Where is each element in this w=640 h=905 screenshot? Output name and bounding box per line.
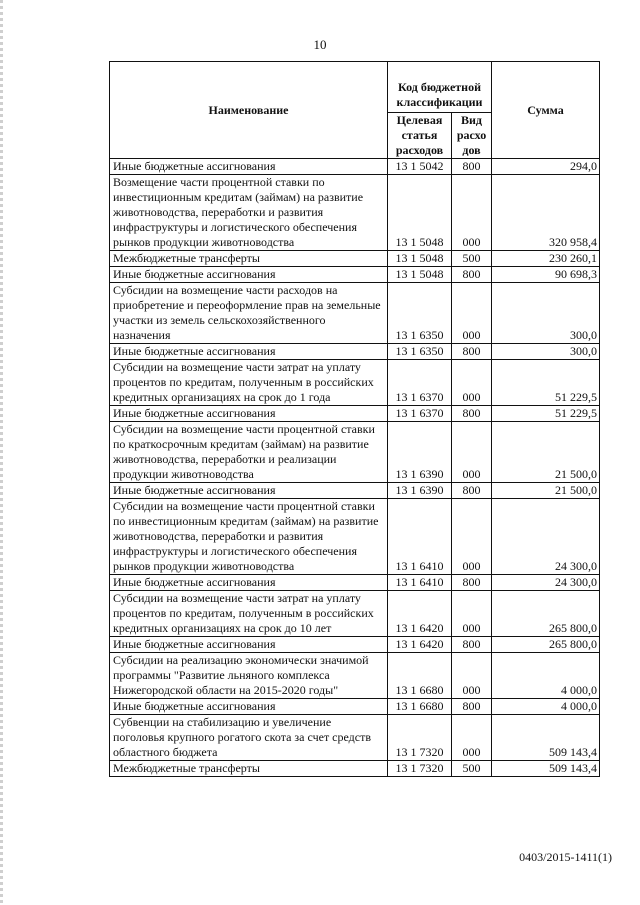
row-sum: 320 958,4 [492, 175, 600, 251]
row-target-article: 13 1 6350 [388, 344, 452, 360]
row-expense-kind: 000 [452, 283, 492, 344]
row-name: Субсидии на возмещение части затрат на уплату процентов по кредитам, полученным в российских кредитных организациях на срок до 10 лет [110, 591, 388, 637]
row-name: Субсидии на возмещение части затрат на уплату процентов по кредитам, полученным в российских кредитных организациях на срок до 1 года [110, 360, 388, 406]
row-name: Иные бюджетные ассигнования [110, 344, 388, 360]
row-sum: 4 000,0 [492, 699, 600, 715]
row-target-article: 13 1 6420 [388, 591, 452, 637]
row-name: Иные бюджетные ассигнования [110, 699, 388, 715]
row-target-article: 13 1 5048 [388, 175, 452, 251]
header-code-group: Код бюджетной классификации [388, 62, 492, 113]
row-expense-kind: 000 [452, 499, 492, 575]
table-row [110, 283, 600, 344]
row-name: Субсидии на возмещение части процентной ставки по инвестиционным кредитам (займам) на развитие животноводства, переработки и развития инфраструктуры и логистического обеспечения рынков продукции животноводства [110, 499, 388, 575]
row-name: Иные бюджетные ассигнования [110, 575, 388, 591]
header-sum: Сумма [492, 62, 600, 159]
row-sum: 265 800,0 [492, 637, 600, 653]
table-row [110, 653, 600, 699]
scan-edge [0, 0, 3, 905]
row-target-article: 13 1 6370 [388, 360, 452, 406]
budget-table [109, 61, 600, 777]
row-target-article: 13 1 6370 [388, 406, 452, 422]
row-expense-kind: 000 [452, 175, 492, 251]
row-sum: 21 500,0 [492, 483, 600, 499]
row-target-article: 13 1 6390 [388, 422, 452, 483]
row-expense-kind: 000 [452, 715, 492, 761]
row-expense-kind: 800 [452, 344, 492, 360]
row-target-article: 13 1 5048 [388, 267, 452, 283]
row-name: Субсидии на реализацию экономически значимой программы "Развитие льняного комплекса Нижегородской области на 2015-2020 годы" [110, 653, 388, 699]
row-name: Субвенции на стабилизацию и увеличение поголовья крупного рогатого скота за счет средств областного бюджета [110, 715, 388, 761]
row-expense-kind: 800 [452, 575, 492, 591]
row-target-article: 13 1 7320 [388, 761, 452, 777]
page-number: 10 [313, 37, 327, 52]
table-row [110, 483, 600, 499]
table-row [110, 637, 600, 653]
row-target-article: 13 1 6350 [388, 283, 452, 344]
row-sum: 509 143,4 [492, 715, 600, 761]
row-target-article: 13 1 6390 [388, 483, 452, 499]
row-target-article: 13 1 6410 [388, 499, 452, 575]
row-expense-kind: 500 [452, 251, 492, 267]
row-sum: 51 229,5 [492, 360, 600, 406]
row-sum: 230 260,1 [492, 251, 600, 267]
header-target-article: Целевая статья расходов [388, 113, 452, 159]
row-target-article: 13 1 6680 [388, 653, 452, 699]
row-name: Субсидии на возмещение части процентной ставки по краткосрочным кредитам (займам) на развитие животноводства, переработки и реализации продукции животноводства [110, 422, 388, 483]
header-row-top [110, 62, 600, 113]
row-name: Иные бюджетные ассигнования [110, 159, 388, 175]
row-name: Иные бюджетные ассигнования [110, 406, 388, 422]
table-row [110, 422, 600, 483]
row-name: Иные бюджетные ассигнования [110, 267, 388, 283]
header-expense-kind: Вид расхо дов [452, 113, 492, 159]
row-expense-kind: 800 [452, 159, 492, 175]
row-name: Межбюджетные трансферты [110, 251, 388, 267]
table-row [110, 360, 600, 406]
row-sum: 300,0 [492, 344, 600, 360]
table-row [110, 251, 600, 267]
row-name: Иные бюджетные ассигнования [110, 637, 388, 653]
row-name: Иные бюджетные ассигнования [110, 483, 388, 499]
row-sum: 24 300,0 [492, 575, 600, 591]
row-expense-kind: 800 [452, 267, 492, 283]
row-sum: 294,0 [492, 159, 600, 175]
row-sum: 300,0 [492, 283, 600, 344]
row-sum: 4 000,0 [492, 653, 600, 699]
row-expense-kind: 000 [452, 653, 492, 699]
row-name: Межбюджетные трансферты [110, 761, 388, 777]
row-name: Субсидии на возмещение части расходов на приобретение и переоформление прав на земельные участки из земель сельскохозяйственного назначения [110, 283, 388, 344]
table-row [110, 406, 600, 422]
row-sum: 51 229,5 [492, 406, 600, 422]
row-target-article: 13 1 7320 [388, 715, 452, 761]
table-row [110, 267, 600, 283]
row-target-article: 13 1 5042 [388, 159, 452, 175]
table-row [110, 344, 600, 360]
table-row [110, 699, 600, 715]
table-row [110, 159, 600, 175]
row-sum: 24 300,0 [492, 499, 600, 575]
document-code: 0403/2015-1411(1) [519, 850, 612, 864]
row-expense-kind: 800 [452, 406, 492, 422]
row-sum: 265 800,0 [492, 591, 600, 637]
table-header [110, 62, 600, 159]
row-expense-kind: 800 [452, 483, 492, 499]
row-target-article: 13 1 6680 [388, 699, 452, 715]
table-body [110, 159, 600, 777]
row-target-article: 13 1 6410 [388, 575, 452, 591]
row-sum: 90 698,3 [492, 267, 600, 283]
table-row [110, 175, 600, 251]
table-row [110, 591, 600, 637]
row-expense-kind: 800 [452, 699, 492, 715]
row-expense-kind: 800 [452, 637, 492, 653]
row-expense-kind: 000 [452, 591, 492, 637]
row-expense-kind: 500 [452, 761, 492, 777]
row-sum: 509 143,4 [492, 761, 600, 777]
header-name: Наименование [110, 62, 388, 159]
row-target-article: 13 1 5048 [388, 251, 452, 267]
table-row [110, 761, 600, 777]
table-row [110, 499, 600, 575]
table-row [110, 715, 600, 761]
row-sum: 21 500,0 [492, 422, 600, 483]
row-name: Возмещение части процентной ставки по инвестиционным кредитам (займам) на развитие животноводства, переработки и развития инфраструктуры и логистического обеспечения рынков продукции животноводства [110, 175, 388, 251]
row-target-article: 13 1 6420 [388, 637, 452, 653]
row-expense-kind: 000 [452, 422, 492, 483]
row-expense-kind: 000 [452, 360, 492, 406]
table-row [110, 575, 600, 591]
